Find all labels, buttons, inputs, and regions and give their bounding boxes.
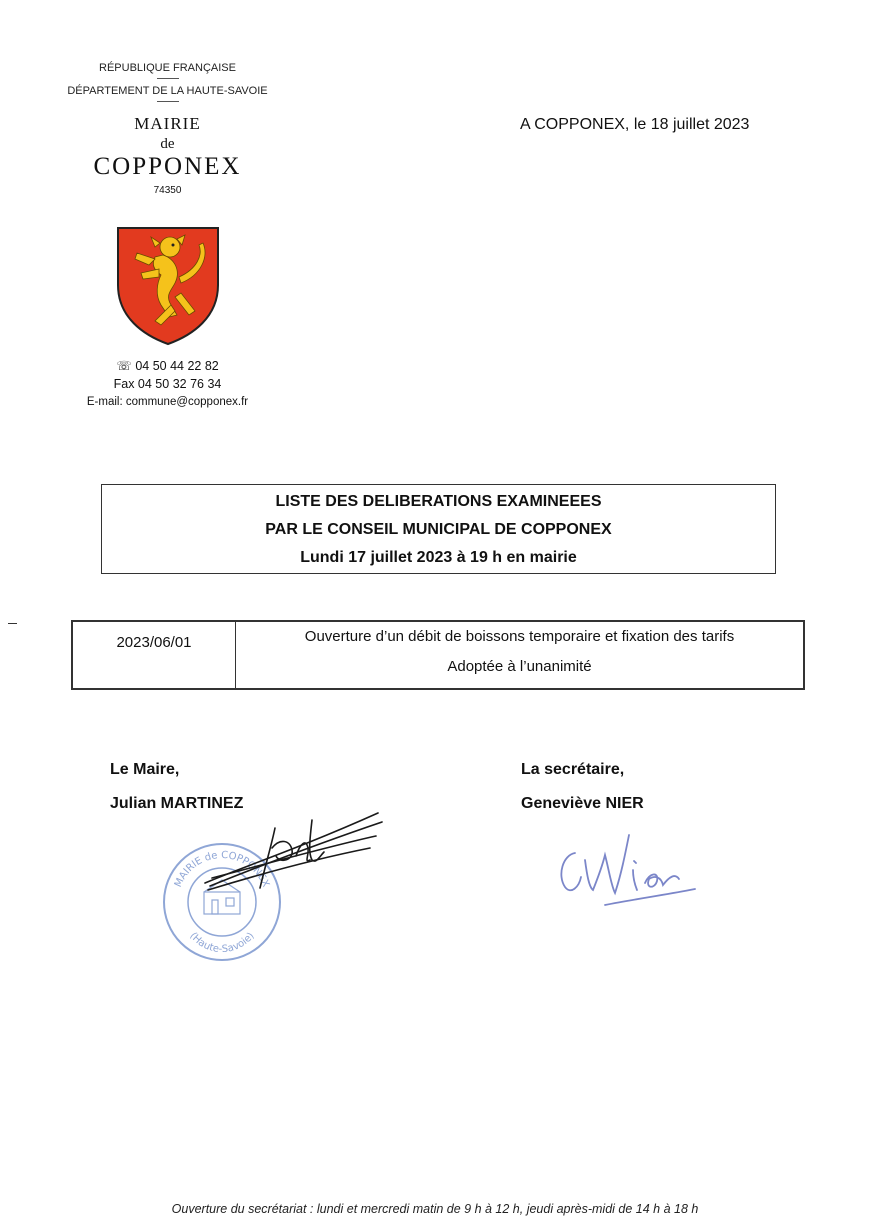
maire-role-label: Le Maire,	[110, 761, 180, 778]
coat-of-arms-icon	[115, 225, 221, 347]
deliberation-number: 2023/06/01	[116, 634, 192, 651]
fax-number: Fax 04 50 32 76 34	[113, 377, 222, 391]
secretaire-signature	[545, 815, 705, 915]
date-place-line: A COPPONEX, le 18 juillet 2023	[520, 116, 750, 133]
footer-opening-hours: Ouverture du secrétariat : lundi et mercredi matin de 9 h à 12 h, jeudi après-midi de 14 h à 18 h	[171, 1202, 699, 1216]
maire-signature	[200, 808, 385, 898]
deliberation-content	[236, 621, 805, 689]
maire-name: Julian MARTINEZ	[110, 795, 244, 812]
document-title-box	[101, 484, 776, 574]
phone-row	[60, 357, 275, 375]
republique-label: RÉPUBLIQUE FRANÇAISE	[99, 62, 236, 74]
title-line-3: Lundi 17 juillet 2023 à 19 h en mairie	[300, 549, 577, 566]
mairie-label: MAIRIE	[134, 114, 201, 133]
stamp-text-bottom: (Haute-Savoie)	[187, 930, 257, 956]
deliberation-decision: Adoptée à l’unanimité	[447, 658, 592, 675]
divider	[157, 78, 179, 79]
stamp-text-top: MAIRIE de COPPONEX	[172, 849, 272, 889]
secretaire-role-label: La secrétaire,	[521, 761, 625, 778]
divider	[157, 101, 179, 102]
deliberation-subject: Ouverture d’un débit de boissons temporaire et fixation des tarifs	[304, 628, 735, 645]
margin-mark	[8, 623, 17, 624]
telephone-icon: ☏	[116, 359, 132, 373]
commune-name: COPPONEX	[93, 153, 242, 180]
letterhead	[60, 62, 275, 196]
deliberations-table	[71, 620, 805, 690]
departement-label: DÉPARTEMENT DE LA HAUTE-SAVOIE	[67, 85, 268, 97]
table-row	[72, 621, 804, 689]
email-address[interactable]: E-mail: commune@copponex.fr	[86, 396, 249, 408]
contact-info	[60, 357, 275, 411]
postal-code: 74350	[153, 185, 182, 196]
title-line-1: LISTE DES DELIBERATIONS EXAMINEEES	[275, 493, 602, 510]
secretaire-name: Geneviève NIER	[521, 795, 644, 812]
phone-number: 04 50 44 22 82	[135, 359, 219, 373]
svg-text:(Haute-Savoie)	[187, 931, 256, 956]
mairie-de-label: de	[160, 136, 175, 152]
title-line-2: PAR LE CONSEIL MUNICIPAL DE COPPONEX	[265, 521, 612, 538]
